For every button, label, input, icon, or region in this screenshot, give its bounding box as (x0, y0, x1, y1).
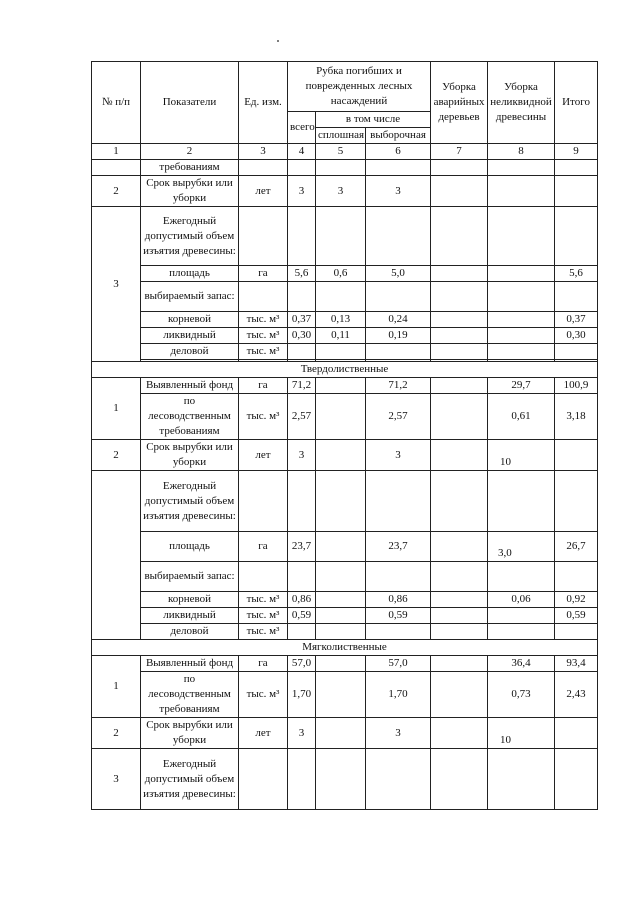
cell-value: 3 (366, 718, 431, 749)
cell-value: 3 (366, 176, 431, 207)
stock-label: выбираемый запас: (141, 282, 239, 312)
row-no: 2 (92, 440, 141, 471)
cell-value: 0,30 (288, 328, 316, 344)
liquid-label: ликвидный (141, 328, 239, 344)
cell-value: 0,37 (555, 312, 598, 328)
cell-value: 26,7 (555, 532, 598, 562)
cell-value: 100,9 (555, 378, 598, 394)
cell-value: 0,06 (488, 592, 555, 608)
unit-tm3: тыс. м³ (239, 672, 288, 718)
unit-ha: га (239, 532, 288, 562)
cell-value: 3,0 (488, 532, 555, 562)
header-total-sub: всего (288, 112, 316, 144)
header-no: № п/п (92, 62, 141, 144)
cell-value: 23,7 (288, 532, 316, 562)
unit-years: лет (239, 440, 288, 471)
header-including: в том числе (316, 112, 431, 128)
cell-value: 3,18 (555, 394, 598, 440)
unit-ha: га (239, 656, 288, 672)
colnum-4: 4 (288, 144, 316, 160)
business-label: деловой (141, 624, 239, 640)
unit-tm3: тыс. м³ (239, 624, 288, 640)
term-label: Срок вырубки или уборки (141, 718, 239, 749)
unit-ha: га (239, 266, 288, 282)
header-felling: Рубка погибших и поврежденных лесных насаждений (288, 62, 431, 112)
colnum-9: 9 (555, 144, 598, 160)
cell-value: 0,59 (288, 608, 316, 624)
unit-tm3: тыс. м³ (239, 592, 288, 608)
cell-value: 0,92 (555, 592, 598, 608)
cell-value: 3 (288, 176, 316, 207)
cell-value: 10 (488, 718, 555, 749)
cell-value: 0,86 (288, 592, 316, 608)
row-no: 1 (92, 378, 141, 440)
liquid-label: ликвидный (141, 608, 239, 624)
unit-tm3: тыс. м³ (239, 312, 288, 328)
business-label: деловой (141, 344, 239, 360)
cell-value: 5,0 (366, 266, 431, 282)
unit-tm3: тыс. м³ (239, 394, 288, 440)
root-label: корневой (141, 592, 239, 608)
cell-value: 0,19 (366, 328, 431, 344)
cell-value: 0,37 (288, 312, 316, 328)
header-itogo: Итого (555, 62, 598, 144)
term-label: Срок вырубки или уборки (141, 176, 239, 207)
header-selective: выборочная (366, 128, 431, 144)
cell-value: 71,2 (288, 378, 316, 394)
scan-speck (277, 40, 279, 42)
cell-value: 23,7 (366, 532, 431, 562)
colnum-8: 8 (488, 144, 555, 160)
row-no: 2 (92, 176, 141, 207)
header-unit: Ед. изм. (239, 62, 288, 144)
stock-label: выбираемый запас: (141, 562, 239, 592)
cell-value: 0,59 (366, 608, 431, 624)
cell-value: 10 (488, 440, 555, 471)
fund-label-cont: по лесоводственным требованиям (141, 394, 239, 440)
root-label: корневой (141, 312, 239, 328)
cell-value: 3 (288, 718, 316, 749)
cell-value: 0,86 (366, 592, 431, 608)
cell-value: 2,57 (288, 394, 316, 440)
header-clear: сплошная (316, 128, 366, 144)
cell-value: 2,43 (555, 672, 598, 718)
cell-value: 1,70 (366, 672, 431, 718)
header-illiquid: Уборка неликвидной древесины (488, 62, 555, 144)
colnum-5: 5 (316, 144, 366, 160)
term-label: Срок вырубки или уборки (141, 440, 239, 471)
area-label: площадь (141, 266, 239, 282)
cell-value: 3 (288, 440, 316, 471)
unit-tm3: тыс. м³ (239, 344, 288, 360)
section-title-hardwood: Твердолиственные (92, 362, 598, 378)
allowed-label: Ежегодный допустимый объем изъятия древесины: (141, 471, 239, 532)
row-no: 3 (92, 749, 141, 810)
row-no: 1 (92, 656, 141, 718)
cell-value: 0,24 (366, 312, 431, 328)
colnum-1: 1 (92, 144, 141, 160)
unit-tm3: тыс. м³ (239, 328, 288, 344)
cell-value: 0,6 (316, 266, 366, 282)
cell-value: 0,61 (488, 394, 555, 440)
section-title-softwood: Мягколиственные (92, 640, 598, 656)
colnum-6: 6 (366, 144, 431, 160)
cell-value: 36,4 (488, 656, 555, 672)
cell-value: 0,59 (555, 608, 598, 624)
unit-tm3: тыс. м³ (239, 608, 288, 624)
cell-value: 1,70 (288, 672, 316, 718)
row-no: 2 (92, 718, 141, 749)
area-label: площадь (141, 532, 239, 562)
cell-value: 93,4 (555, 656, 598, 672)
forest-felling-table (91, 61, 598, 810)
colnum-3: 3 (239, 144, 288, 160)
unit-years: лет (239, 718, 288, 749)
cell-value: 0,30 (555, 328, 598, 344)
allowed-label: Ежегодный допустимый объем изъятия древесины: (141, 749, 239, 810)
cell-value: 0,13 (316, 312, 366, 328)
allowed-label: Ежегодный допустимый объем изъятия древесины: (141, 207, 239, 266)
header-emergency: Уборка аварийных деревьев (431, 62, 488, 144)
cell-value: 29,7 (488, 378, 555, 394)
header-indicators: Показатели (141, 62, 239, 144)
row-no: 3 (92, 207, 141, 362)
cell-value: 3 (366, 440, 431, 471)
fund-label: Выявленный фонд (141, 656, 239, 672)
cell-value: 3 (316, 176, 366, 207)
fund-label-cont: по лесоводственным требованиям (141, 672, 239, 718)
colnum-7: 7 (431, 144, 488, 160)
cell-value: 57,0 (366, 656, 431, 672)
cell-value: 0,11 (316, 328, 366, 344)
unit-ha: га (239, 378, 288, 394)
cell-value: 0,73 (488, 672, 555, 718)
cell-value: 71,2 (366, 378, 431, 394)
cell-value: 2,57 (366, 394, 431, 440)
colnum-2: 2 (141, 144, 239, 160)
fund-label: Выявленный фонд (141, 378, 239, 394)
cell-value: 5,6 (288, 266, 316, 282)
cell-value: 57,0 (288, 656, 316, 672)
requirements-text: требованиям (141, 160, 239, 176)
cell-value: 5,6 (555, 266, 598, 282)
unit-years: лет (239, 176, 288, 207)
